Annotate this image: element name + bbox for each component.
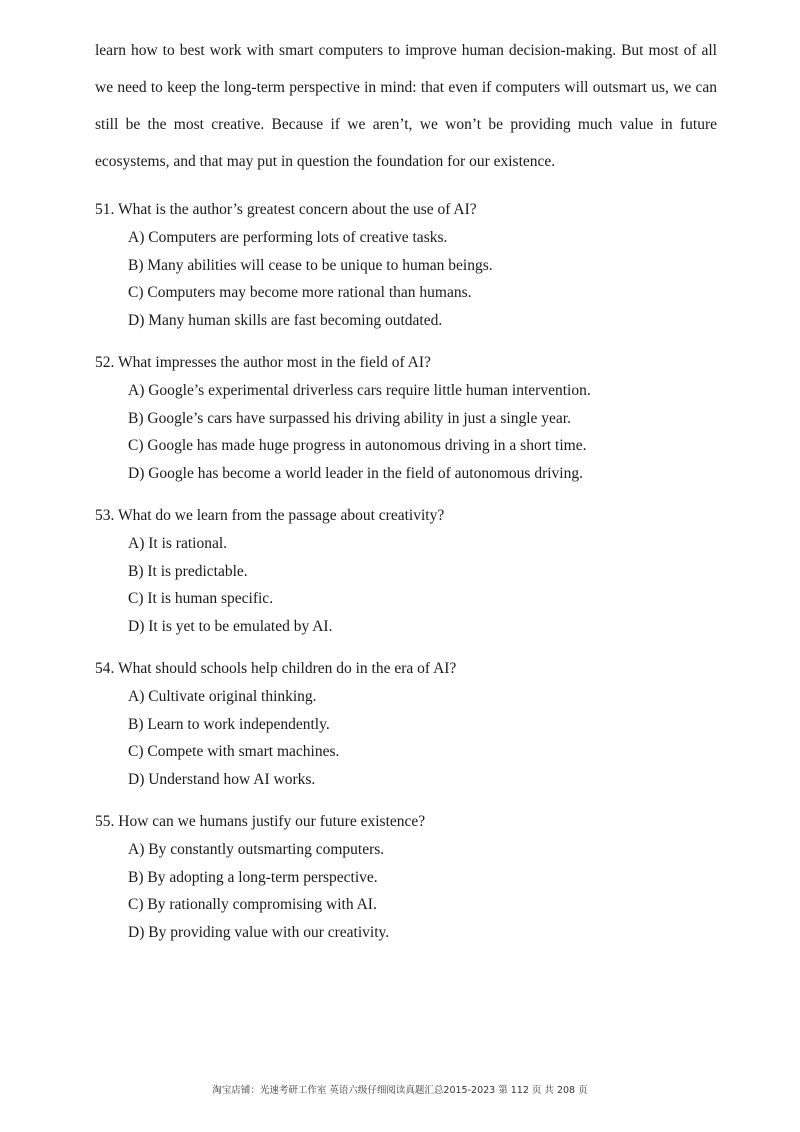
answer-option-d: D) Many human skills are fast becoming outdated. <box>128 312 443 330</box>
question-stem <box>95 808 735 836</box>
question-text: How can we humans justify our future existence? <box>118 812 426 830</box>
answer-option-a: A) Computers are performing lots of creative tasks. <box>128 228 448 246</box>
question-number: 54. <box>95 659 115 677</box>
question-number: 53. <box>95 506 115 524</box>
question-51 <box>95 196 735 335</box>
answer-option-d: D) By providing value with our creativity. <box>128 924 390 942</box>
passage-paragraph: learn how to best work with smart computers to improve human decision-making. But most of all we need to keep the long-term perspective in mind: that even if computers will outsmart us, we can still be the most creative. Because if we aren’t, we won’t be providing much value in future ecosystems, and that may put in question the foundation for our existence. <box>95 42 717 170</box>
question-55 <box>95 808 735 947</box>
question-stem <box>95 655 735 683</box>
answer-option-c: C) Computers may become more rational than humans. <box>128 284 472 302</box>
question-text: What do we learn from the passage about creativity? <box>117 506 445 524</box>
answer-option-d: D) Understand how AI works. <box>128 771 316 789</box>
question-stem <box>95 502 735 530</box>
question-54 <box>95 655 735 794</box>
answer-option-d: D) Google has become a world leader in the field of autonomous driving. <box>128 465 583 483</box>
question-number: 55. <box>95 812 115 830</box>
answer-option-a: A) It is rational. <box>128 534 228 552</box>
question-53 <box>95 502 735 641</box>
page-footer: 淘宝店铺：光速考研工作室 英语六级仔细阅读真题汇总2015-2023 第 112 页 共 208 页 <box>212 1085 588 1096</box>
answer-option-c: C) Compete with smart machines. <box>128 743 340 761</box>
question-text: What impresses the author most in the field of AI? <box>117 353 431 371</box>
answer-option-a: A) Google’s experimental driverless cars require little human intervention. <box>128 381 591 399</box>
question-stem <box>95 196 735 224</box>
question-list <box>95 196 735 961</box>
answer-option-c: C) Google has made huge progress in autonomous driving in a short time. <box>128 437 587 455</box>
answer-option-b: B) Google’s cars have surpassed his driving ability in just a single year. <box>128 409 571 427</box>
answer-option-d: D) It is yet to be emulated by AI. <box>128 618 333 636</box>
answer-option-a: A) Cultivate original thinking. <box>128 687 317 705</box>
question-number: 52. <box>95 353 115 371</box>
answer-option-b: B) It is predictable. <box>128 562 248 580</box>
answer-option-c: C) By rationally compromising with AI. <box>128 896 377 914</box>
question-text: What is the author’s greatest concern about the use of AI? <box>117 201 477 218</box>
answer-option-c: C) It is human specific. <box>128 590 274 608</box>
answer-option-b: B) Many abilities will cease to be unique to human beings. <box>128 256 493 274</box>
answer-option-b: B) Learn to work independently. <box>128 715 330 733</box>
reading-passage <box>95 32 717 180</box>
question-52 <box>95 349 735 488</box>
question-text: What should schools help children do in the era of AI? <box>117 659 457 677</box>
answer-option-b: B) By adopting a long-term perspective. <box>128 868 378 886</box>
question-stem <box>95 349 735 377</box>
question-number: 51. <box>95 201 115 218</box>
answer-option-a: A) By constantly outsmarting computers. <box>128 840 385 858</box>
